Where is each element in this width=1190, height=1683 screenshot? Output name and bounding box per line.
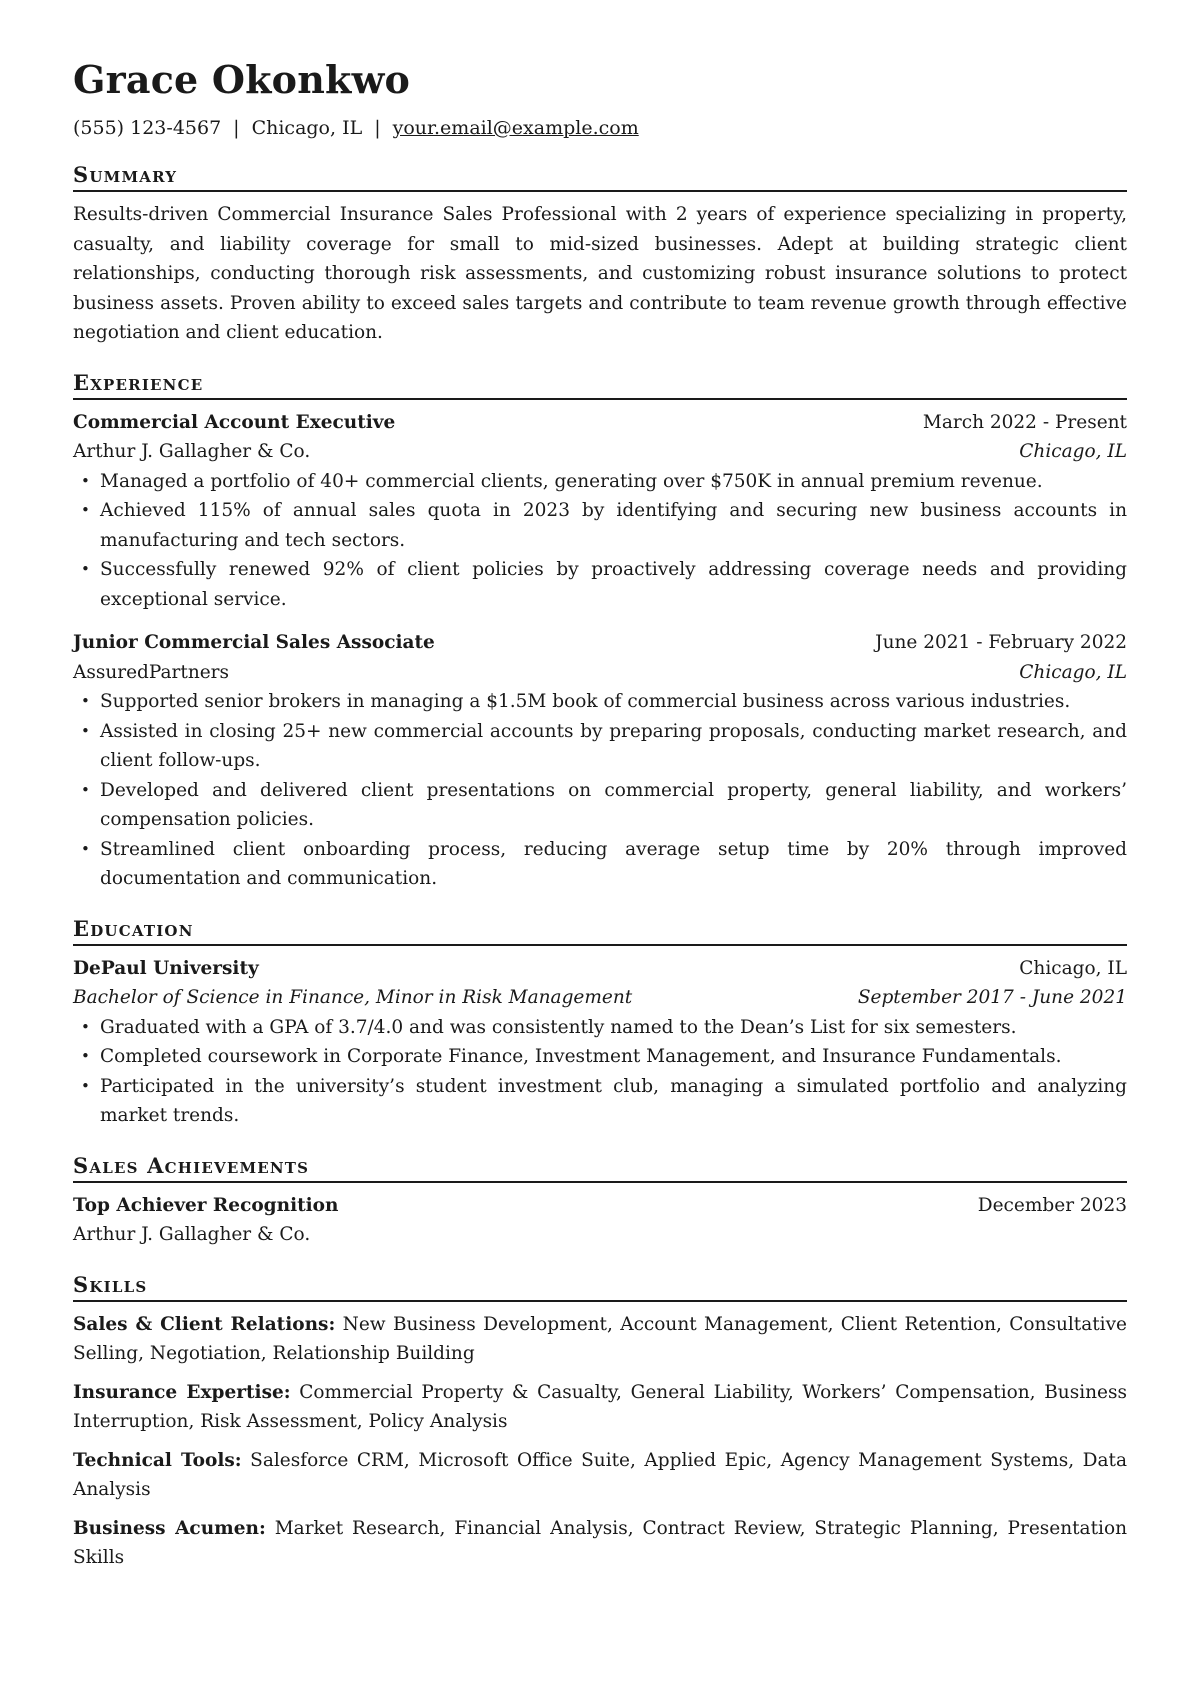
job-bullets (73, 687, 1127, 894)
bullet-text: Assisted in closing 25+ new commercial accounts by preparing proposals, conducting market research, and client follow-ups. (100, 720, 1127, 771)
skill-label: Insurance Expertise: (73, 1381, 291, 1403)
contact-line (73, 116, 1127, 140)
job-dates: June 2021 - February 2022 (875, 632, 1127, 653)
summary-section (73, 162, 1127, 348)
job-entry (73, 628, 1127, 894)
bullet-item (73, 496, 1127, 555)
contact-location: Chicago, IL (251, 117, 363, 139)
bullet-text: Participated in the university’s student investment club, managing a simulated portfolio and analyzing market trends. (100, 1075, 1127, 1126)
skills-list (73, 1310, 1127, 1573)
education-dates: September 2017 - June 2021 (857, 987, 1127, 1008)
skill-group (73, 1310, 1127, 1369)
bullet-item (73, 467, 1127, 497)
skill-text: Commercial Property & Casualty, General Liability, Workers’ Compensation, Business Interruption, Risk Assessment, Policy Analysis (73, 1381, 1127, 1432)
award-date: December 2023 (977, 1194, 1127, 1216)
job-dates: March 2022 - Present (922, 411, 1127, 433)
bullet-text: Graduated with a GPA of 3.7/4.0 and was consistently named to the Dean’s List for six semesters. (100, 1016, 1017, 1038)
skill-label: Business Acumen: (73, 1517, 266, 1539)
section-title-experience: Experience (73, 370, 1127, 400)
bullet-item (73, 687, 1127, 717)
education-bullets (73, 1013, 1127, 1131)
achievements-section (73, 1153, 1127, 1250)
job-entry (73, 408, 1127, 615)
bullet-icon: • (81, 839, 90, 858)
bullet-item (73, 1013, 1127, 1043)
bullet-icon: • (81, 560, 90, 578)
bullet-text: Supported senior brokers in managing a $1.5M book of commercial business across various industries. (100, 691, 1071, 712)
bullet-text: Developed and delivered client presentations on commercial property, general liability, and workers’ compensation policies. (100, 779, 1127, 830)
award-organization: Arthur J. Gallagher & Co. (73, 1224, 311, 1245)
experience-section (73, 370, 1127, 894)
bullet-icon: • (81, 1017, 90, 1036)
bullet-item (73, 717, 1127, 776)
section-title-skills: Skills (73, 1272, 1127, 1302)
company-name: AssuredPartners (73, 661, 230, 683)
skill-text: Salesforce CRM, Microsoft Office Suite, Applied Epic, Agency Management Systems, Data Analysis (73, 1449, 1128, 1500)
bullet-item (73, 1042, 1127, 1072)
bullet-icon: • (81, 780, 90, 799)
resume-page (73, 58, 1127, 1573)
email-link[interactable]: your.email@example.com (392, 117, 639, 139)
bullet-text: Completed coursework in Corporate Finance, Investment Management, and Insurance Fundamentals. (100, 1046, 1062, 1067)
skills-section (73, 1272, 1127, 1573)
skill-label: Sales & Client Relations: (73, 1313, 336, 1335)
school-location: Chicago, IL (1019, 957, 1127, 979)
job-bullets (73, 467, 1127, 615)
bullet-icon: • (81, 721, 90, 740)
skill-label: Technical Tools: (73, 1449, 242, 1471)
degree: Bachelor of Science in Finance, Minor in Risk Management (73, 987, 633, 1008)
bullet-icon: • (81, 1047, 90, 1065)
bullet-icon: • (81, 692, 90, 710)
section-title-education: Education (73, 916, 1127, 946)
job-title: Commercial Account Executive (73, 411, 396, 433)
job-title: Junior Commercial Sales Associate (73, 632, 435, 653)
job-location: Chicago, IL (1019, 441, 1127, 462)
phone-number: (555) 123-4567 (73, 117, 222, 139)
bullet-text: Achieved 115% of annual sales quota in 2023 by identifying and securing new business accounts in manufacturing and tech sectors. (100, 500, 1127, 551)
skill-group (73, 1378, 1127, 1437)
bullet-text: Successfully renewed 92% of client policies by proactively addressing coverage needs and providing exceptional service. (100, 559, 1127, 610)
achievement-entry (73, 1191, 1127, 1250)
skill-text: Market Research, Financial Analysis, Contract Review, Strategic Planning, Presentation Skills (73, 1517, 1127, 1568)
bullet-icon: • (81, 501, 90, 519)
contact-separator: | (374, 117, 381, 139)
education-section (73, 916, 1127, 1131)
bullet-text: Streamlined client onboarding process, reducing average setup time by 20% through improved documentation and communication. (100, 838, 1127, 889)
bullet-item (73, 1072, 1127, 1131)
bullet-text: Managed a portfolio of 40+ commercial clients, generating over $750K in annual premium revenue. (100, 470, 1043, 492)
skill-group (73, 1446, 1127, 1505)
bullet-item (73, 835, 1127, 894)
education-entry (73, 954, 1127, 1131)
skill-group (73, 1514, 1127, 1573)
job-location: Chicago, IL (1019, 661, 1127, 683)
bullet-icon: • (81, 1076, 90, 1095)
summary-text: Results-driven Commercial Insurance Sales Professional with 2 years of experience specializing in property, casualty, and liability coverage for small to mid-sized businesses. Adept at building strategic client relationships, conducting thorough risk assessments, and customizing robust insurance solutions to protect business assets. Proven ability to exceed sales targets and contribute to team revenue growth through effective negotiation and client education. (73, 204, 1127, 343)
candidate-name: Grace Okonkwo (73, 57, 411, 102)
contact-separator: | (233, 117, 240, 139)
bullet-item (73, 555, 1127, 614)
award-title: Top Achiever Recognition (73, 1194, 339, 1216)
bullet-item (73, 776, 1127, 835)
school-name: DePaul University (73, 957, 259, 979)
company-name: Arthur J. Gallagher & Co. (73, 441, 311, 462)
section-title-achievements: Sales Achievements (73, 1153, 1127, 1183)
bullet-icon: • (81, 471, 90, 490)
skill-text: New Business Development, Account Management, Client Retention, Consultative Selling, Negotiation, Relationship Building (73, 1313, 1127, 1364)
section-title-summary: Summary (73, 162, 1127, 192)
